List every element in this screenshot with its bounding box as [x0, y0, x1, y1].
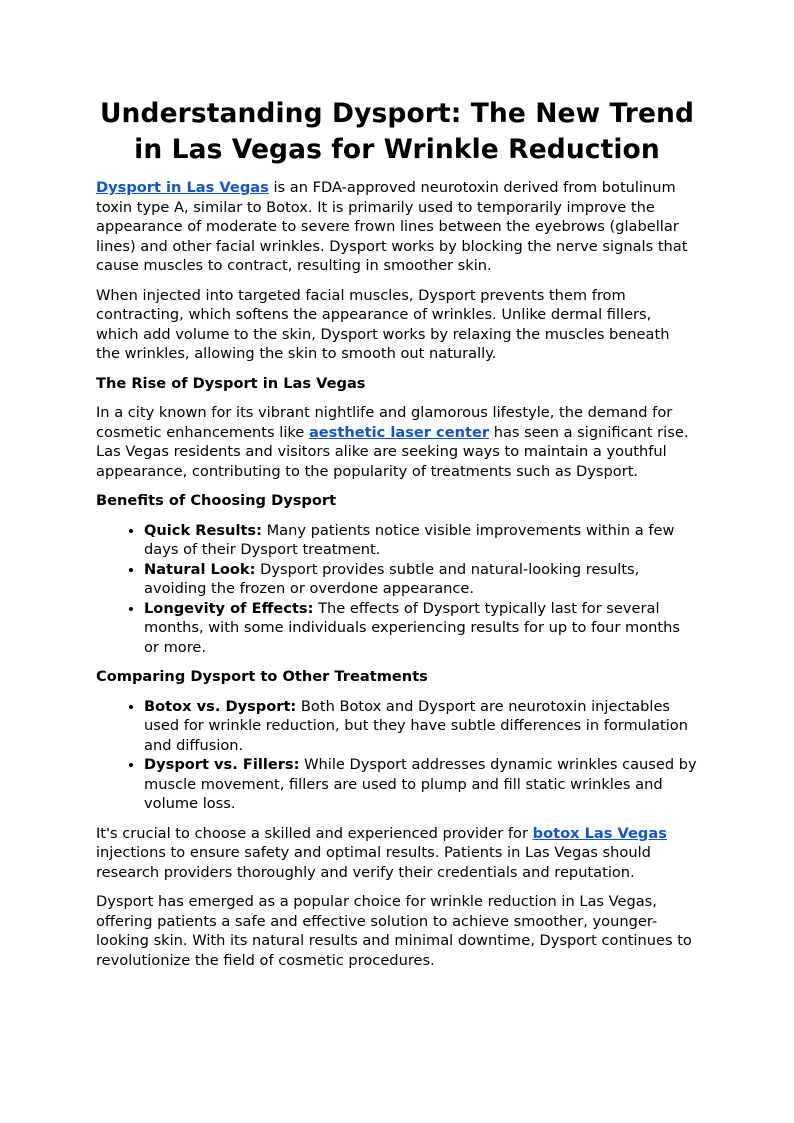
mechanism-paragraph: When injected into targeted facial muscles, Dysport prevents them from contracting, which softens the appearance of wrinkles. Unlike dermal fillers, which add volume to the skin, Dysport works by relaxing the muscles beneath the wrinkles, allowing the skin to smooth out naturally.: [96, 286, 670, 362]
conclusion-paragraph: Dysport has emerged as a popular choice for wrinkle reduction in Las Vegas, offering patients a safe and effective solution to achieve smoother, younger-looking skin. With its natural results and minimal downtime, Dysport continues to revolutionize the field of cosmetic procedures.: [96, 893, 692, 969]
botox-las-vegas-link[interactable]: botox Las Vegas: [532, 824, 667, 842]
list-item-label: Quick Results:: [144, 521, 262, 539]
list-item-text: The effects of Dysport typically last for several months, with some individuals experiencing results for up to four months or more.: [144, 599, 680, 656]
document-page: [96, 96, 698, 980]
comparing-heading: Comparing Dysport to Other Treatments: [96, 668, 428, 685]
intro-text: is an FDA-approved neurotoxin derived from botulinum toxin type A, similar to Botox. It is primarily used to temporarily improve the appearance of moderate to severe frown lines between the eyebrows (glabellar lines) and other facial wrinkles. Dysport works by blocking the nerve signals that cause muscles to contract, resulting in smoother skin.: [96, 179, 688, 274]
benefits-list: [96, 521, 698, 658]
aesthetic-laser-center-link[interactable]: aesthetic laser center: [308, 423, 490, 441]
list-item-label: Dysport vs. Fillers:: [144, 756, 300, 773]
list-item: [144, 755, 698, 814]
provider-text-after: injections to ensure safety and optimal results. Patients in Las Vegas should research providers thoroughly and verify their credentials and reputation.: [96, 844, 651, 881]
list-item-label: Natural Look:: [144, 560, 256, 578]
rise-text-after: has seen a significant rise. Las Vegas residents and visitors alike are seeking ways to maintain a youthful appearance, contributing to the popularity of treatments such as Dysport.: [96, 423, 689, 480]
provider-paragraph: [96, 824, 698, 883]
list-item-text: Dysport provides subtle and natural-looking results, avoiding the frozen or overdone appearance.: [144, 560, 640, 597]
list-item-text: While Dysport addresses dynamic wrinkles caused by muscle movement, fillers are used to plump and fill static wrinkles and volume loss.: [144, 756, 697, 812]
list-item: [144, 697, 698, 756]
list-item-label: Longevity of Effects:: [144, 599, 314, 617]
list-item-label: Botox vs. Dysport:: [144, 697, 297, 715]
list-item: [144, 599, 698, 658]
rise-heading: The Rise of Dysport in Las Vegas: [96, 374, 366, 392]
rise-text-before: In a city known for its vibrant nightlife and glamorous lifestyle, the demand for cosmetic enhancements like: [96, 404, 673, 441]
rise-paragraph: [96, 403, 698, 481]
dysport-las-vegas-link[interactable]: Dysport in Las Vegas: [96, 179, 269, 196]
list-item: [144, 560, 698, 599]
list-item: [144, 521, 698, 560]
list-item-text: Many patients notice visible improvements within a few days of their Dysport treatment.: [144, 521, 675, 558]
page-title: Understanding Dysport: The New Trend in Las Vegas for Wrinkle Reduction: [99, 98, 695, 165]
list-item-text: Both Botox and Dysport are neurotoxin injectables used for wrinkle reduction, but they have subtle differences in formulation and diffusion.: [144, 697, 688, 754]
comparing-list: [96, 697, 698, 814]
provider-text-before: It's crucial to choose a skilled and experienced provider for: [96, 824, 533, 842]
benefits-heading: Benefits of Choosing Dysport: [96, 492, 337, 509]
intro-paragraph: [96, 178, 698, 276]
